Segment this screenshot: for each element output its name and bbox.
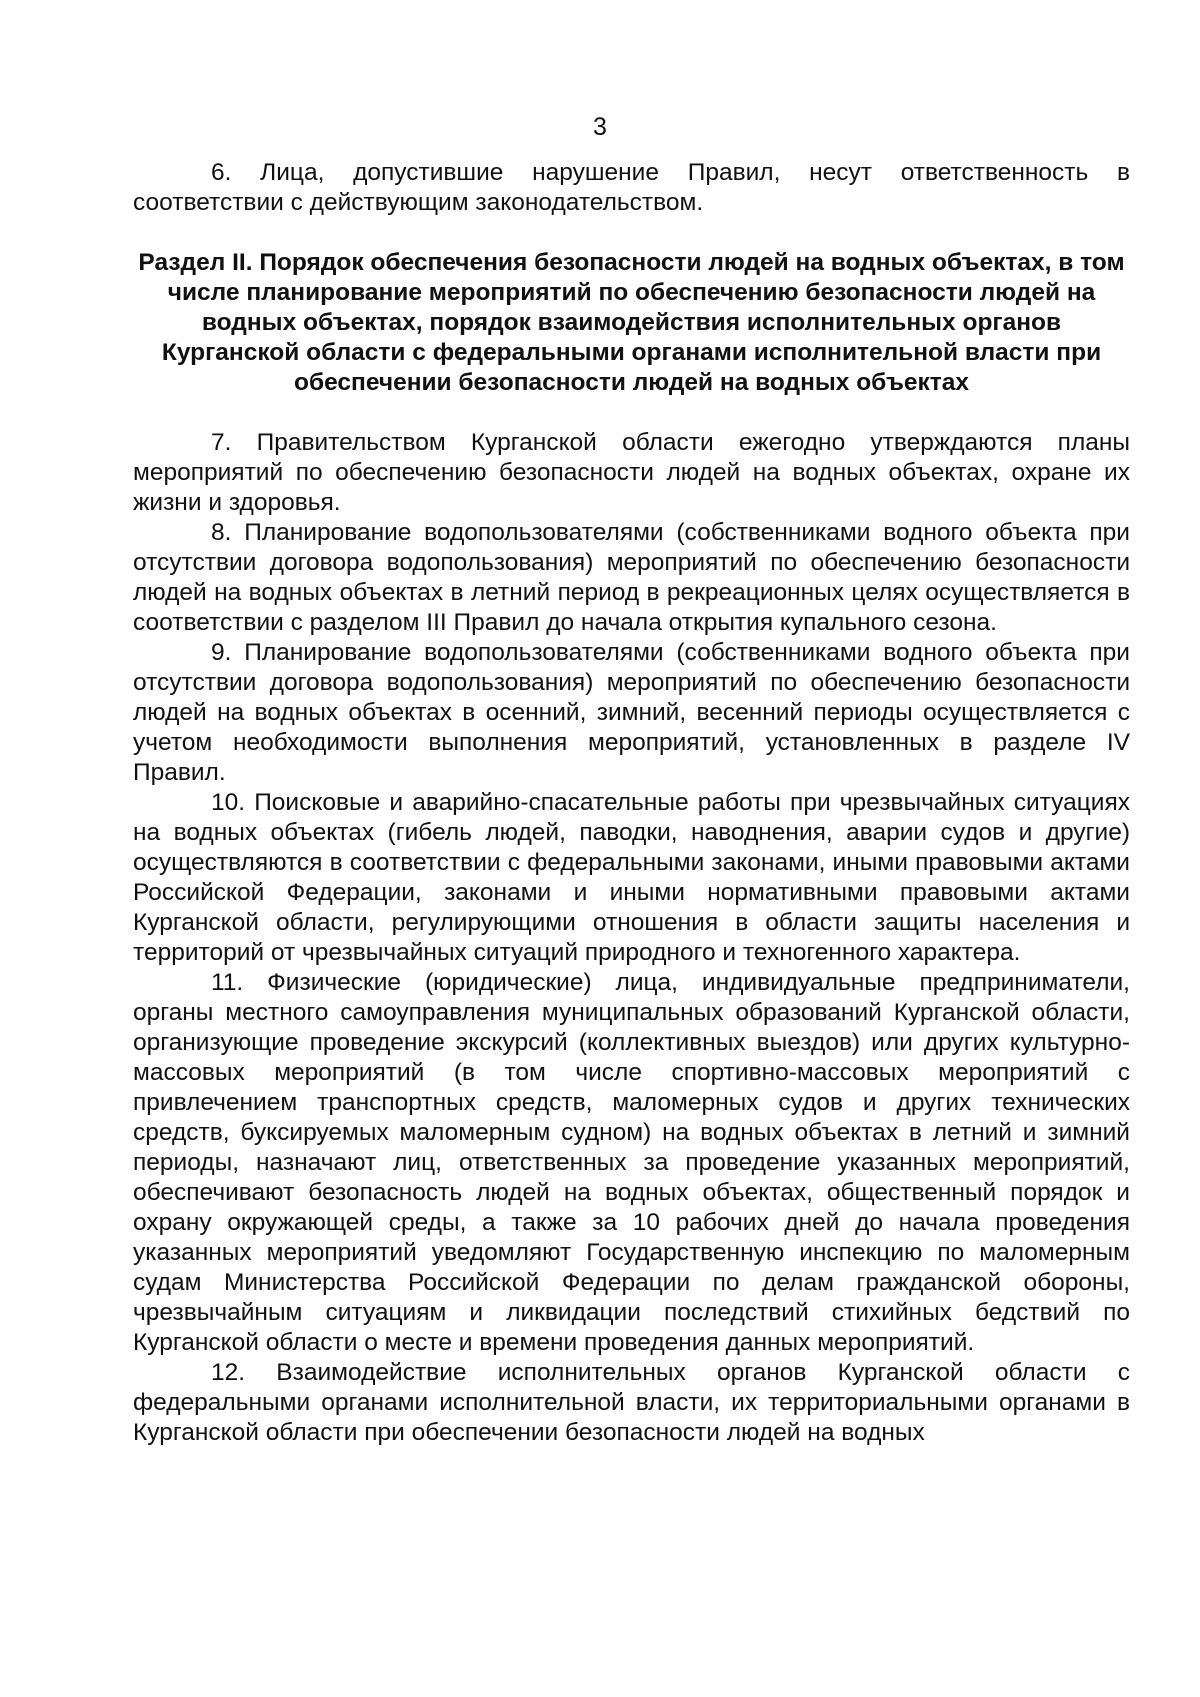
paragraph-9: 9. Планирование водопользователями (собственниками водного объекта при отсутствии договора водопользования) мероприятий по обеспечению безопасности людей на водных объектах в осенний, зимний, весенний периоды осуществляется с учетом необходимости выполнения мероприятий, установленных в разделе IV Правил. — [133, 639, 1130, 786]
section-title: Раздел II. Порядок обеспечения безопасности людей на водных объектах, в том числе планирование мероприятий по обеспечению безопасности людей на водных объектах, порядок взаимодействия исполнительных органов Курганской области с федеральными органами исполнительной власти при обеспечении безопасности людей на водных объектах — [138, 249, 1125, 396]
paragraph-7: 7. Правительством Курганской области ежегодно утверждаются планы мероприятий по обеспечению безопасности людей на водных объектах, охране их жизни и здоровья. — [133, 429, 1130, 516]
document-body — [133, 158, 1130, 1448]
paragraph-6: 6. Лица, допустившие нарушение Правил, несут ответственность в соответствии с действующим законодательством. — [133, 159, 1130, 216]
paragraph-8: 8. Планирование водопользователями (собственниками водного объекта при отсутствии договора водопользования) мероприятий по обеспечению безопасности людей на водных объектах в летний период в рекреационных целях осуществляется в соответствии с разделом III Правил до начала открытия купального сезона. — [133, 519, 1130, 636]
paragraph-12: 12. Взаимодействие исполнительных органов Курганской области с федеральными органами исполнительной власти, их территориальными органами в Курганской области при обеспечении безопасности людей на водных — [133, 1359, 1130, 1446]
page-number: 3 — [593, 113, 607, 141]
paragraph-11: 11. Физические (юридические) лица, индивидуальные предприниматели, органы местного самоуправления муниципальных образований Курганской области, организующие проведение экскурсий (коллективных выездов) или других культурно-массовых мероприятий (в том числе спортивно-массовых мероприятий с привлечением транспортных средств, маломерных судов и других технических средств, буксируемых маломерным судном) на водных объектах в летний и зимний периоды, назначают лиц, ответственных за проведение указанных мероприятий, обеспечивают безопасность людей на водных объектах, общественный порядок и охрану окружающей среды, а также за 10 рабочих дней до начала проведения указанных мероприятий уведомляют Государственную инспекцию по маломерным судам Министерства Российской Федерации по делам гражданской обороны, чрезвычайным ситуациям и ликвидации последствий стихийных бедствий по Курганской области о месте и времени проведения данных мероприятий. — [133, 969, 1130, 1356]
paragraph-10: 10. Поисковые и аварийно-спасательные работы при чрезвычайных ситуациях на водных объектах (гибель людей, паводки, наводнения, аварии судов и другие) осуществляются в соответствии с федеральными законами, иными правовыми актами Российской Федерации, законами и иными нормативными правовыми актами Курганской области, регулирующими отношения в области защиты населения и территорий от чрезвычайных ситуаций природного и техногенного характера. — [133, 789, 1130, 966]
